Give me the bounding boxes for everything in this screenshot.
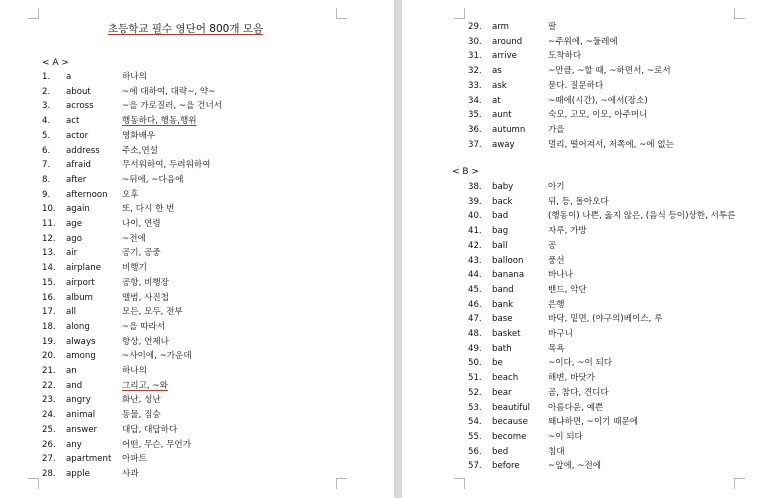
vocab-entry	[42, 291, 372, 306]
vocab-entry	[468, 415, 773, 430]
vocab-entry	[42, 423, 372, 438]
entry-word: become	[492, 431, 527, 442]
entry-word: bank	[492, 299, 514, 310]
entry-word: again	[66, 204, 90, 215]
entry-word: back	[492, 196, 513, 207]
vocab-entry	[468, 430, 773, 445]
vocab-entry	[42, 246, 372, 261]
vocab-entry	[468, 64, 773, 79]
entry-number: 28.	[42, 468, 56, 479]
entry-number: 1.	[42, 72, 51, 82]
entry-meaning: ~을 따라서	[122, 321, 166, 332]
vocab-entry	[468, 239, 773, 254]
entry-meaning: 앨범, 사진첩	[122, 292, 169, 303]
entry-meaning: 밴드, 악단	[548, 284, 587, 295]
entry-word: because	[492, 417, 528, 428]
entry-number: 2.	[42, 86, 51, 97]
entry-word: baby	[492, 182, 514, 192]
entry-number: 17.	[42, 307, 56, 318]
entry-number: 56.	[468, 446, 482, 457]
entry-meaning: 왜냐하면, ~이기 때문에	[548, 417, 639, 428]
document-title: 초등학교 필수 영단어 800개 모음	[108, 23, 264, 35]
entry-meaning: 행동하다, 행동,행위	[122, 116, 197, 127]
entry-number: 5.	[42, 130, 51, 141]
vocab-entry	[468, 20, 773, 35]
vocab-entry	[42, 467, 372, 482]
vocab-entry	[468, 224, 773, 239]
entry-number: 22.	[42, 380, 56, 391]
entry-word: at	[492, 95, 501, 106]
vocab-entry	[468, 123, 773, 138]
entry-word: arrive	[492, 51, 517, 62]
entry-number: 37.	[468, 139, 482, 150]
entry-meaning: ~이 되다	[548, 431, 583, 442]
entry-word: actor	[66, 130, 89, 141]
vocab-entry	[42, 202, 372, 217]
vocab-entry	[42, 438, 372, 453]
entry-number: 48.	[468, 329, 482, 339]
entry-meaning: ~이다, ~이 되다	[548, 358, 613, 369]
margin-corner-top-right	[336, 8, 347, 19]
vocab-entry	[42, 173, 372, 188]
entry-word: beautiful	[492, 402, 531, 413]
entry-word: bed	[492, 446, 509, 457]
entry-meaning: ~에 대하여, 대략~, 약~	[122, 86, 216, 97]
margin-corner-top-left	[454, 8, 465, 19]
entry-number: 26.	[42, 439, 56, 450]
vocab-entry	[42, 261, 372, 276]
vocab-entry	[468, 94, 773, 109]
vocab-entry	[42, 144, 372, 159]
entry-word: about	[66, 86, 91, 97]
entry-meaning: 공항, 비행장	[122, 277, 169, 288]
entry-word: afternoon	[66, 189, 108, 200]
entry-meaning: ~사이에, ~가운데	[122, 351, 192, 362]
entry-number: 3.	[42, 101, 51, 112]
entry-meaning: 목욕	[548, 343, 565, 354]
vocab-entry	[468, 195, 773, 210]
entry-word: airplane	[66, 263, 102, 274]
entry-number: 41.	[468, 226, 482, 237]
vocab-entry	[42, 188, 372, 203]
entry-meaning: 영화배우	[122, 130, 156, 141]
entry-meaning: ~을 가로질러, ~을 건너서	[122, 101, 223, 112]
entry-number: 43.	[468, 255, 482, 266]
entry-number: 34.	[468, 95, 482, 106]
entry-meaning: 오후	[122, 189, 139, 200]
entry-word: always	[66, 336, 96, 347]
vocab-entry	[42, 408, 372, 423]
entry-meaning: 뒤, 등, 돌아오다	[548, 196, 609, 207]
entry-number: 12.	[42, 233, 56, 244]
entry-meaning: 어떤, 무슨, 무언가	[122, 439, 192, 450]
entry-number: 4.	[42, 116, 51, 127]
entry-word: apple	[66, 468, 90, 479]
vocab-entry	[468, 371, 773, 386]
entry-word: ask	[492, 80, 507, 91]
entry-word: ago	[66, 233, 82, 244]
entry-word: bath	[492, 343, 512, 354]
entry-word: any	[66, 439, 82, 450]
entry-word: balloon	[492, 255, 524, 266]
entry-word: basket	[492, 329, 521, 339]
entry-number: 51.	[468, 373, 482, 384]
entry-number: 10.	[42, 204, 56, 215]
entry-number: 52.	[468, 387, 482, 398]
entry-meaning: 주소,연설	[122, 145, 158, 156]
entry-number: 45.	[468, 284, 482, 295]
entry-number: 20.	[42, 351, 56, 362]
entry-meaning: 풍선	[548, 255, 565, 266]
section-header-b: < B >	[452, 167, 479, 177]
vocab-entry	[468, 459, 773, 474]
entry-meaning: 무서워하여, 두려워하여	[122, 160, 211, 171]
entry-meaning: 멀리, 떨어져서, 저쪽에, ~에 없는	[548, 139, 674, 150]
entry-word: around	[492, 36, 523, 47]
vocab-entry	[468, 327, 773, 342]
entry-meaning: 팔	[548, 22, 557, 32]
entry-word: band	[492, 284, 514, 295]
vocab-entry	[42, 99, 372, 114]
entry-word: after	[66, 174, 87, 185]
entry-meaning: 공기, 공중	[122, 248, 161, 259]
entry-meaning: 해변, 바닷가	[548, 373, 595, 384]
entry-word: angry	[66, 395, 91, 406]
entry-word: among	[66, 351, 96, 362]
vocab-entry	[468, 268, 773, 283]
entry-word: apartment	[66, 454, 112, 465]
entry-word: animal	[66, 410, 96, 421]
entry-word: afraid	[66, 160, 91, 171]
entry-meaning: 그리고, ~와	[122, 380, 168, 391]
entry-number: 13.	[42, 248, 56, 259]
entry-word: across	[66, 101, 94, 112]
entry-meaning: ~만큼, ~할 때, ~하면서, ~로서	[548, 66, 671, 77]
vocab-entry	[468, 254, 773, 269]
entry-word: answer	[66, 424, 98, 435]
entry-number: 55.	[468, 431, 482, 442]
entry-word: address	[66, 145, 100, 156]
entry-number: 19.	[42, 336, 56, 347]
entry-number: 53.	[468, 402, 482, 413]
vocab-entry	[468, 180, 773, 195]
entry-meaning: 바닥, 밑면, (야구의)베이스, 루	[548, 314, 663, 325]
vocab-entry	[468, 79, 773, 94]
entry-number: 39.	[468, 196, 482, 207]
entry-meaning: 하나의	[122, 366, 147, 376]
entry-number: 54.	[468, 417, 482, 428]
entry-number: 8.	[42, 174, 51, 185]
entry-word: airport	[66, 277, 95, 288]
entry-meaning: 또, 다시 한 번	[122, 204, 175, 215]
entry-meaning: 나이, 연령	[122, 219, 161, 229]
entry-number: 49.	[468, 343, 482, 354]
vocab-entry	[468, 138, 773, 153]
vocab-entry	[42, 349, 372, 364]
entry-word: age	[66, 219, 83, 229]
entry-meaning: 가을	[548, 124, 565, 135]
entry-meaning: 은행	[548, 299, 565, 310]
margin-corner-bottom-left	[454, 478, 465, 489]
vocab-entry	[468, 209, 773, 224]
entry-word: before	[492, 461, 520, 472]
margin-corner-bottom-right	[734, 478, 745, 489]
entry-word: act	[66, 116, 80, 127]
entry-meaning: ~때에(시간), ~에서(장소)	[548, 95, 648, 106]
vocab-entry	[42, 129, 372, 144]
entry-number: 15.	[42, 277, 56, 288]
vocab-entry	[468, 35, 773, 50]
entry-meaning: 항상, 언제나	[122, 336, 169, 347]
entry-number: 42.	[468, 240, 482, 251]
vocab-entry	[42, 217, 372, 232]
entry-number: 31.	[468, 51, 482, 62]
entry-meaning: 사과	[122, 468, 139, 479]
vocab-entry	[42, 232, 372, 247]
entry-meaning: ~앞에, ~전에	[548, 461, 602, 472]
entry-meaning: 비행기	[122, 263, 147, 274]
entry-number: 16.	[42, 292, 56, 303]
entry-number: 35.	[468, 110, 482, 121]
entry-meaning: 모든, 모두, 전부	[122, 307, 183, 318]
entry-number: 44.	[468, 270, 482, 281]
entry-number: 7.	[42, 160, 51, 171]
entry-word: as	[492, 66, 502, 77]
entry-meaning: 동물, 짐승	[122, 410, 161, 421]
entry-meaning: ~주위에, ~둘레에	[548, 36, 618, 47]
entry-number: 40.	[468, 211, 482, 222]
vocab-entry	[468, 445, 773, 460]
vocab-entry	[468, 283, 773, 298]
vocab-entry	[42, 305, 372, 320]
entry-word: ball	[492, 240, 508, 251]
entry-meaning: 바나나	[548, 270, 573, 281]
vocab-entry	[42, 335, 372, 350]
entry-meaning: ~전에	[122, 233, 146, 244]
entry-meaning: 아파트	[122, 454, 147, 465]
entry-word: bear	[492, 387, 512, 398]
entry-meaning: 자루, 가방	[548, 226, 587, 237]
entry-number: 21.	[42, 366, 56, 376]
entry-meaning: 대답, 대답하다	[122, 424, 178, 435]
vocab-entry	[468, 342, 773, 357]
margin-corner-top-left	[28, 8, 39, 19]
entry-number: 47.	[468, 314, 482, 325]
document-page-right	[402, 0, 773, 498]
vocab-entry	[42, 85, 372, 100]
vocab-entry	[42, 452, 372, 467]
entry-number: 11.	[42, 219, 56, 229]
entry-number: 9.	[42, 189, 51, 200]
entry-word: album	[66, 292, 93, 303]
entry-word: autumn	[492, 124, 526, 135]
entry-meaning: 공	[548, 240, 557, 251]
entry-number: 27.	[42, 454, 56, 465]
entry-number: 14.	[42, 263, 56, 274]
entry-number: 24.	[42, 410, 56, 421]
entry-number: 25.	[42, 424, 56, 435]
entry-number: 6.	[42, 145, 51, 156]
vocab-entry	[468, 356, 773, 371]
entry-meaning: 묻다. 질문하다	[548, 80, 604, 91]
vocab-entry	[468, 49, 773, 64]
entry-word: be	[492, 358, 503, 369]
entry-number: 46.	[468, 299, 482, 310]
vocab-entry	[42, 379, 372, 394]
entry-meaning: 곰, 참다, 견디다	[548, 387, 609, 398]
entry-number: 57.	[468, 461, 482, 472]
entry-meaning: 아기	[548, 182, 565, 192]
entry-word: base	[492, 314, 513, 325]
entry-word: all	[66, 307, 77, 318]
vocab-entry	[42, 393, 372, 408]
entry-number: 38.	[468, 182, 482, 192]
entry-number: 18.	[42, 321, 56, 332]
entry-word: air	[66, 248, 78, 259]
entry-meaning: 침대	[548, 446, 565, 457]
entry-meaning: (행동이) 나쁜, 옳지 않은, (음식 등이)상한, 서투른	[548, 211, 736, 222]
entry-word: along	[66, 321, 90, 332]
entry-number: 33.	[468, 80, 482, 91]
vocab-entry	[468, 401, 773, 416]
entry-word: arm	[492, 22, 510, 32]
vocab-entry	[468, 108, 773, 123]
entry-meaning: 하나의	[122, 72, 147, 82]
entry-word: beach	[492, 373, 519, 384]
entry-meaning: 화난, 성난	[122, 395, 161, 406]
vocab-entry	[42, 276, 372, 291]
entry-word: banana	[492, 270, 525, 281]
entry-word: aunt	[492, 110, 512, 121]
margin-corner-bottom-left	[28, 478, 39, 489]
vocab-entry	[468, 386, 773, 401]
entry-number: 50.	[468, 358, 482, 369]
entry-meaning: 도착하다	[548, 51, 582, 62]
vocab-entry	[42, 70, 372, 85]
entry-meaning: 바구니	[548, 329, 573, 339]
entry-meaning: 아름다운, 예쁜	[548, 402, 604, 413]
entry-number: 23.	[42, 395, 56, 406]
entry-word: a	[66, 72, 72, 82]
entry-word: bag	[492, 226, 509, 237]
vocab-entry	[42, 320, 372, 335]
vocab-entry	[468, 298, 773, 313]
entry-word: an	[66, 366, 77, 376]
entry-word: bad	[492, 211, 509, 222]
entry-meaning: ~뒤에, ~다음에	[122, 174, 184, 185]
vocab-entry	[42, 158, 372, 173]
entry-meaning: 숙모, 고모, 이모, 아주머니	[548, 110, 648, 121]
entry-number: 32.	[468, 66, 482, 77]
vocab-entry	[42, 364, 372, 379]
entry-number: 36.	[468, 124, 482, 135]
entry-word: and	[66, 380, 83, 391]
entry-word: away	[492, 139, 515, 150]
entry-number: 29.	[468, 22, 482, 32]
section-header-a: < A >	[42, 58, 69, 68]
vocab-entry	[42, 114, 372, 129]
vocab-entry	[468, 312, 773, 327]
entry-number: 30.	[468, 36, 482, 47]
margin-corner-top-right	[734, 8, 745, 19]
